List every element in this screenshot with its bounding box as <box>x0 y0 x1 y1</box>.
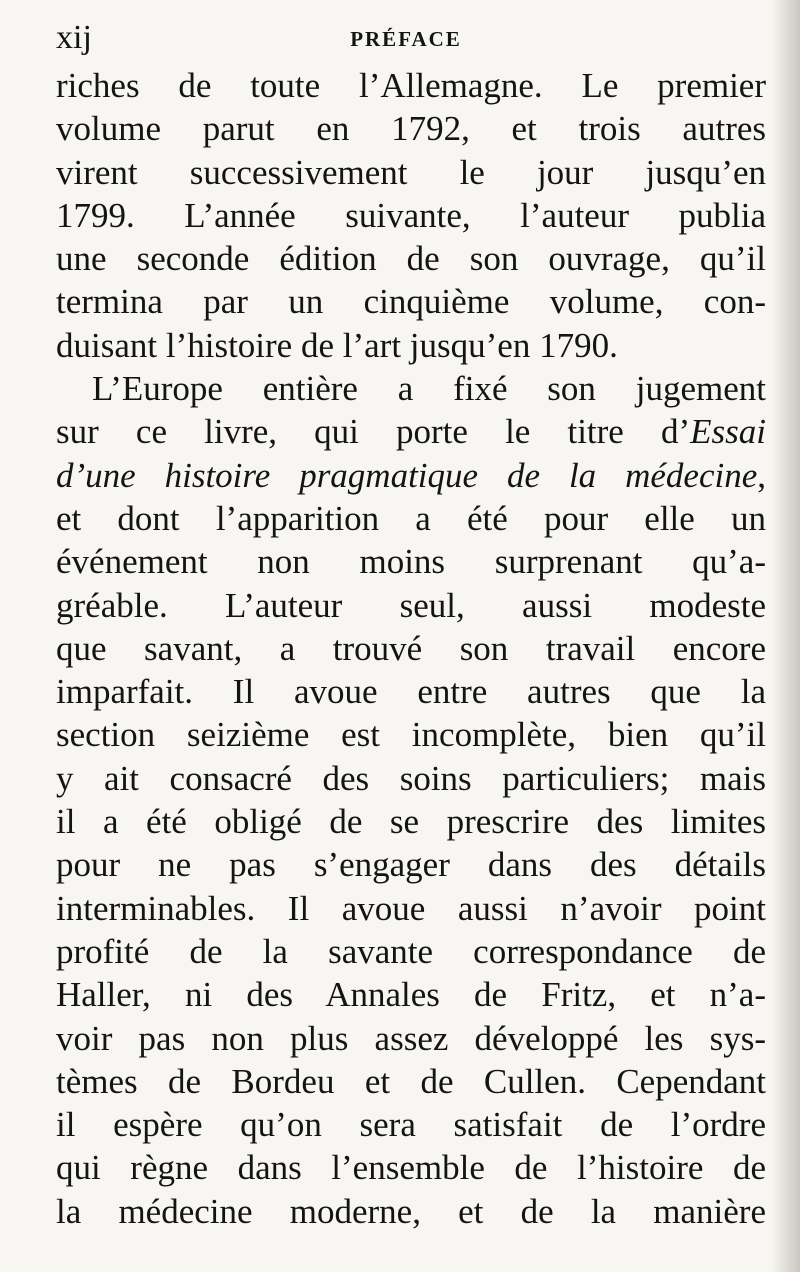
text-line: imparfait. Il avoue entre autres que la <box>56 672 766 712</box>
book-title-italic: d’une histoire pragmatique de la médecine <box>56 455 758 495</box>
text-line: riches de toute l’Allemagne. Le premier <box>56 66 766 105</box>
text-line: duisant l’histoire de l’art jusqu’en 1790. <box>56 325 618 365</box>
text-line <box>56 410 766 453</box>
text-line: y ait consacré des soins particuliers; mais <box>56 758 766 798</box>
text-line: termina par un cinquième volume, con- <box>56 282 766 322</box>
book-title-italic: Essai <box>690 412 766 452</box>
text-line: section seizième est incomplète, bien qu’il <box>56 715 766 755</box>
text-run: sur ce livre, qui porte le titre d’ <box>56 412 691 452</box>
text-line: la médecine moderne, et de la manière <box>56 1191 766 1231</box>
text-line: profité de la savante correspondance de <box>56 931 766 971</box>
text-line: que savant, a trouvé son travail encore <box>56 628 766 668</box>
text-line: une seconde édition de son ouvrage, qu’il <box>56 239 766 279</box>
text-run: , <box>757 455 766 495</box>
text-line: Haller, ni des Annales de Fritz, et n’a- <box>56 975 766 1015</box>
text-line: L’Europe entière a fixé son jugement <box>92 369 766 409</box>
text-line: 1799. L’année suivante, l’auteur publia <box>56 195 766 235</box>
page-edge-shadow <box>772 0 800 1272</box>
text-line <box>56 454 766 497</box>
text-body <box>56 64 766 1233</box>
text-line: il espère qu’on sera satisfait de l’ordre <box>56 1105 766 1145</box>
text-line: pour ne pas s’engager dans des détails <box>56 845 766 885</box>
text-line: et dont l’apparition a été pour elle un <box>56 498 766 538</box>
text-line: qui règne dans l’ensemble de l’histoire de <box>56 1148 766 1188</box>
page-header <box>56 18 756 58</box>
text-line: tèmes de Bordeu et de Cullen. Cependant <box>56 1061 766 1101</box>
text-line: interminables. Il avoue aussi n’avoir point <box>56 888 766 928</box>
text-line: gréable. L’auteur seul, aussi modeste <box>56 585 766 625</box>
text-line: virent successivement le jour jusqu’en <box>56 152 766 192</box>
text-line: événement non moins surprenant qu’a- <box>56 542 766 582</box>
page-number: xij <box>56 19 92 56</box>
text-line: voir pas non plus assez développé les sys- <box>56 1018 766 1058</box>
text-line: volume parut en 1792, et trois autres <box>56 109 766 149</box>
text-line: il a été obligé de se prescrire des limites <box>56 802 766 842</box>
running-head: PRÉFACE <box>350 27 462 51</box>
